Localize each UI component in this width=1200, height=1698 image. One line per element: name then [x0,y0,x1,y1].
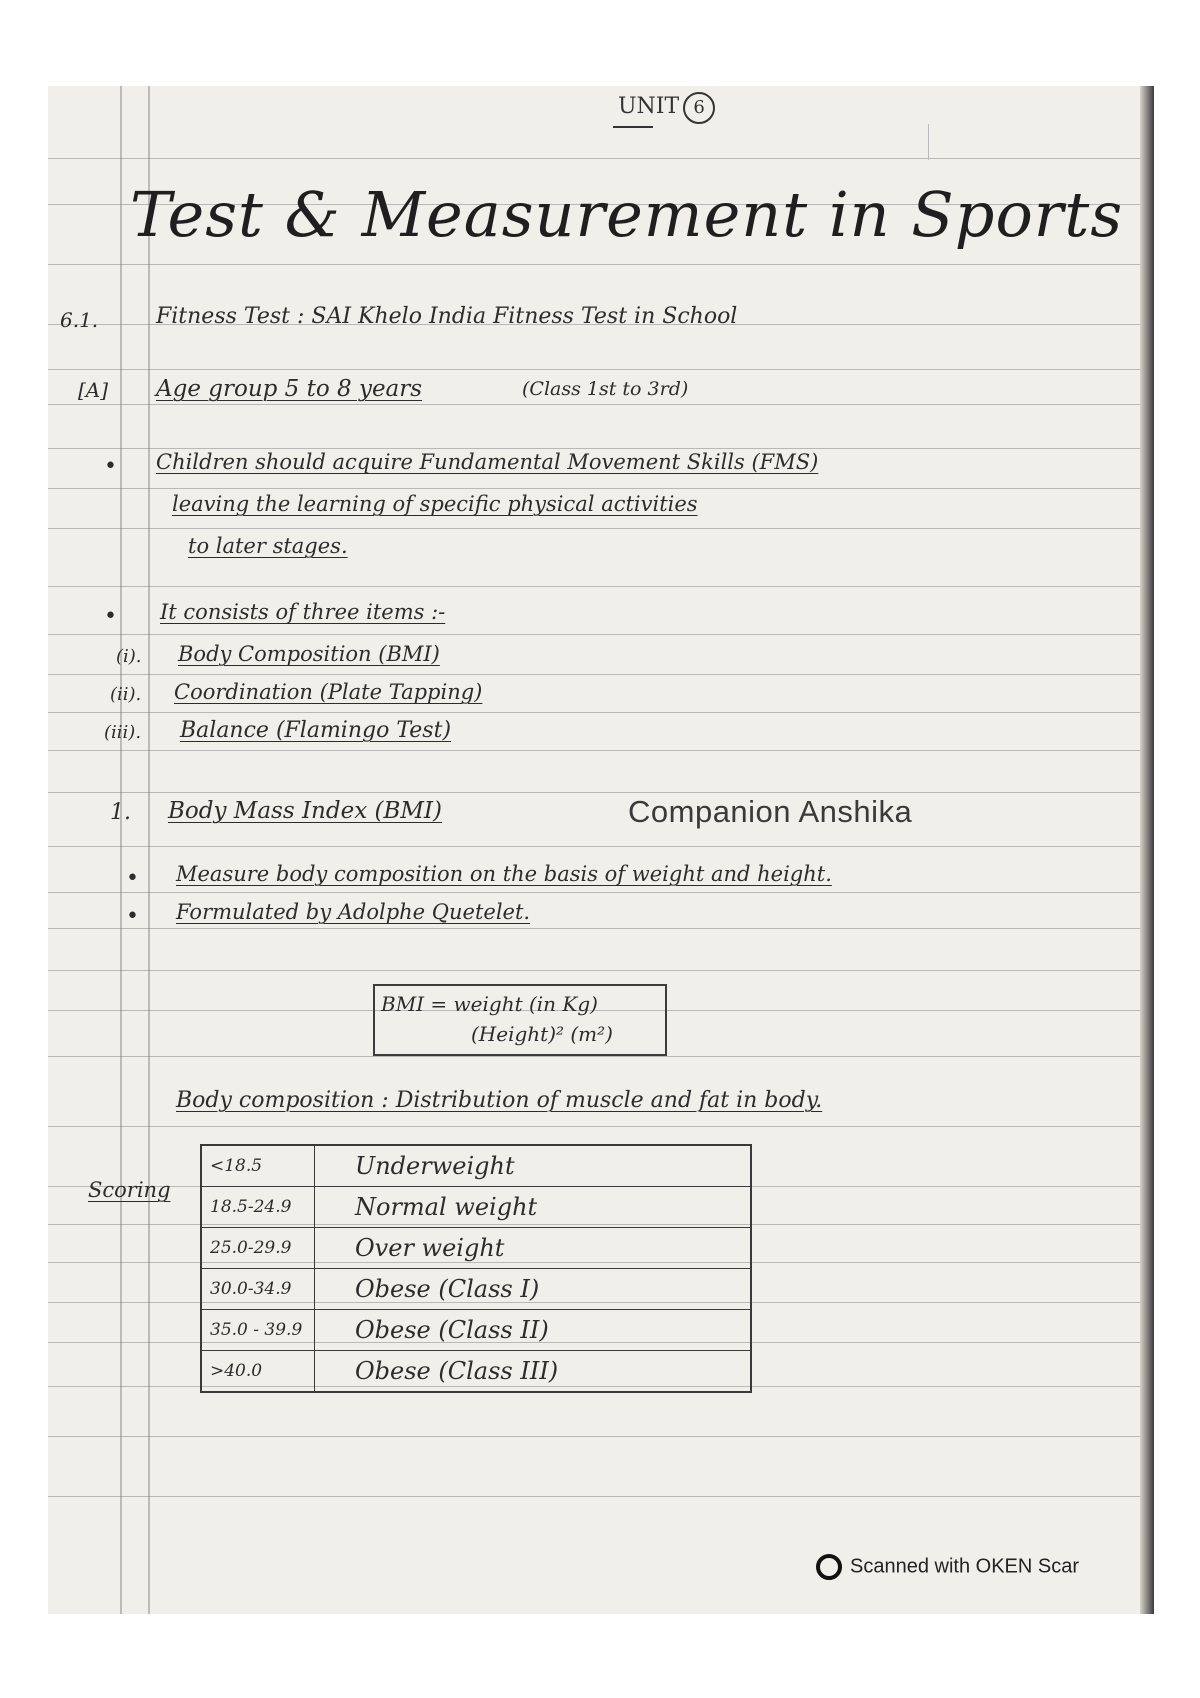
bmi-range: 35.0 - 39.9 [201,1310,315,1351]
table-row [201,1228,751,1269]
bmi-category: Underweight [315,1145,752,1187]
bullet-dot: • [104,454,117,479]
bmi-range: <18.5 [201,1145,315,1187]
item-marker: (iii). [104,722,142,743]
age-group-heading: Age group 5 to 8 years [156,376,423,402]
bmi-category: Normal weight [315,1187,752,1228]
ruled-line [48,528,1154,529]
table-row [201,1351,751,1393]
bmi-heading: Body Mass Index (BMI) [168,798,442,824]
ruled-line [48,158,1154,159]
ruled-line [48,369,1154,370]
scoring-label: Scoring [88,1178,171,1202]
item-text: Body Composition (BMI) [178,642,440,666]
notebook-page [48,86,1154,1614]
ruled-line [48,846,1154,847]
scanner-text: Scanned with OKEN Scar [850,1555,1079,1578]
table-row [201,1145,751,1187]
page-stamp [838,124,929,160]
table-row [201,1310,751,1351]
item-text: Coordination (Plate Tapping) [174,680,483,704]
page-title: Test & Measurement in Sports [130,178,1124,251]
unit-underline [613,126,653,128]
printed-watermark: Companion Anshika [628,794,913,829]
bmi-category: Obese (Class I) [315,1269,752,1310]
item-text: Balance (Flamingo Test) [180,718,452,743]
bullet-dot: • [104,604,117,629]
ruled-line [48,674,1154,675]
ruled-line [48,928,1154,929]
ruled-line [48,750,1154,751]
ruled-line [48,488,1154,489]
bmi-bullet-2: Formulated by Adolphe Quetelet. [176,900,531,924]
ruled-line [48,1436,1154,1437]
margin-line [148,86,150,1614]
margin-line [120,86,122,1614]
age-group-marker: [A] [78,378,109,402]
bmi-range: >40.0 [201,1351,315,1393]
bmi-category: Obese (Class III) [315,1351,752,1393]
bmi-scoring-table [200,1144,752,1393]
ruled-line [48,448,1154,449]
formula-numerator: BMI = weight (in Kg) [381,992,598,1016]
ruled-line [48,892,1154,893]
unit-number: 6 [683,92,715,124]
formula-denominator: (Height)² (m²) [471,1022,613,1046]
ruled-line [48,792,1154,793]
ruled-line [48,1126,1154,1127]
ruled-line [48,1496,1154,1497]
unit-label [618,92,715,124]
scanner-logo-icon [816,1554,842,1580]
bmi-range: 30.0-34.9 [201,1269,315,1310]
table-row [201,1187,751,1228]
ruled-line [48,712,1154,713]
fms-line-1: Children should acquire Fundamental Movement Skills (FMS) [156,450,819,474]
body-composition-definition: Body composition : Distribution of muscle and fat in body. [176,1088,823,1113]
bmi-formula-box [373,984,667,1056]
section-heading: Fitness Test : SAI Khelo India Fitness Test in School [156,304,738,329]
age-group-note: (Class 1st to 3rd) [522,378,689,400]
ruled-line [48,634,1154,635]
fms-line-3: to later stages. [188,534,348,558]
item-marker: (i). [116,646,142,667]
bmi-bullet-1: Measure body composition on the basis of weight and height. [176,862,832,886]
section-number: 6.1. [60,308,99,332]
bmi-category: Over weight [315,1228,752,1269]
page-edge-shadow [1140,86,1154,1614]
ruled-line [48,586,1154,587]
bullet-dot: • [126,904,139,929]
bmi-category: Obese (Class II) [315,1310,752,1351]
ruled-line [48,404,1154,405]
scanner-watermark [816,1554,1079,1580]
items-intro: It consists of three items :- [160,600,446,624]
ruled-line [48,970,1154,971]
ruled-line [48,264,1154,265]
unit-text: UNIT [618,94,680,119]
bmi-marker: 1. [110,800,131,825]
bmi-range: 25.0-29.9 [201,1228,315,1269]
bmi-range: 18.5-24.9 [201,1187,315,1228]
ruled-line [48,1056,1154,1057]
fms-line-2: leaving the learning of specific physical activities [172,492,698,516]
bullet-dot: • [126,866,139,891]
table-row [201,1269,751,1310]
item-marker: (ii). [110,684,142,705]
